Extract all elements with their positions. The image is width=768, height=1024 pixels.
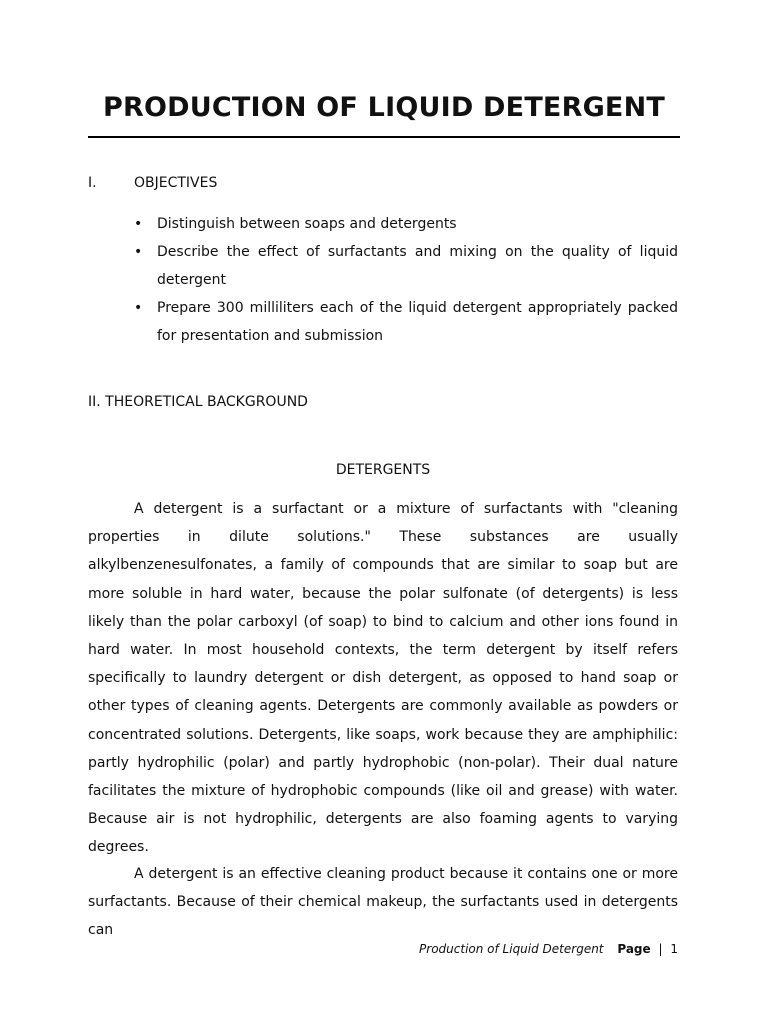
list-item	[88, 238, 678, 294]
objectives-list	[88, 210, 678, 350]
section-number-objectives: I.	[88, 175, 97, 191]
objective-text: Distinguish between soaps and detergents	[157, 216, 457, 232]
body-paragraph: A detergent is a surfactant or a mixture of surfactants with "cleaning properties in dilute solutions." These substances are usually alkylbenzenesulfonates, a family of compounds that are similar to soap but are more soluble in hard water, because the polar sulfonate (of detergents) is less likely than the polar carboxyl (of soap) to bind to calcium and other ions found in hard water. In most household contexts, the term detergent by itself refers specifically to laundry detergent or dish detergent, as opposed to hand soap or other types of cleaning agents. Detergents are commonly available as powders or concentrated solutions. Detergents, like soaps, work because they are amphiphilic: partly hydrophilic (polar) and partly hydrophobic (non-polar). Their dual nature facilitates the mixture of hydrophobic compounds (like oil and grease) with water. Because air is not hydrophilic, detergents are also foaming agents to varying degrees.	[88, 501, 678, 856]
list-item	[88, 210, 678, 238]
objective-text: Describe the effect of surfactants and mixing on the quality of liquid detergent	[157, 244, 678, 288]
bullet-icon: •	[134, 244, 143, 260]
footer-separator: |	[658, 942, 663, 956]
footer-page-number: 1	[670, 942, 678, 956]
footer-page-label: Page	[617, 942, 651, 956]
section-heading-objectives: OBJECTIVES	[134, 175, 218, 191]
page-footer	[419, 942, 678, 956]
objective-text: Prepare 300 milliliters each of the liquid detergent appropriately packed for presentation and submission	[157, 300, 678, 344]
bullet-icon: •	[134, 216, 143, 232]
title-underline	[88, 136, 680, 138]
body-paragraph: A detergent is an effective cleaning product because it contains one or more surfactants. Because of their chemical makeup, the surfactants used in detergents can	[88, 866, 678, 939]
document-title: PRODUCTION OF LIQUID DETERGENT	[102, 92, 665, 123]
subheading-detergents: DETERGENTS	[335, 462, 431, 478]
footer-document-name: Production of Liquid Detergent	[419, 942, 604, 956]
list-item	[88, 294, 678, 350]
section-heading-background: II. THEORETICAL BACKGROUND	[88, 394, 308, 410]
bullet-icon: •	[134, 300, 143, 316]
